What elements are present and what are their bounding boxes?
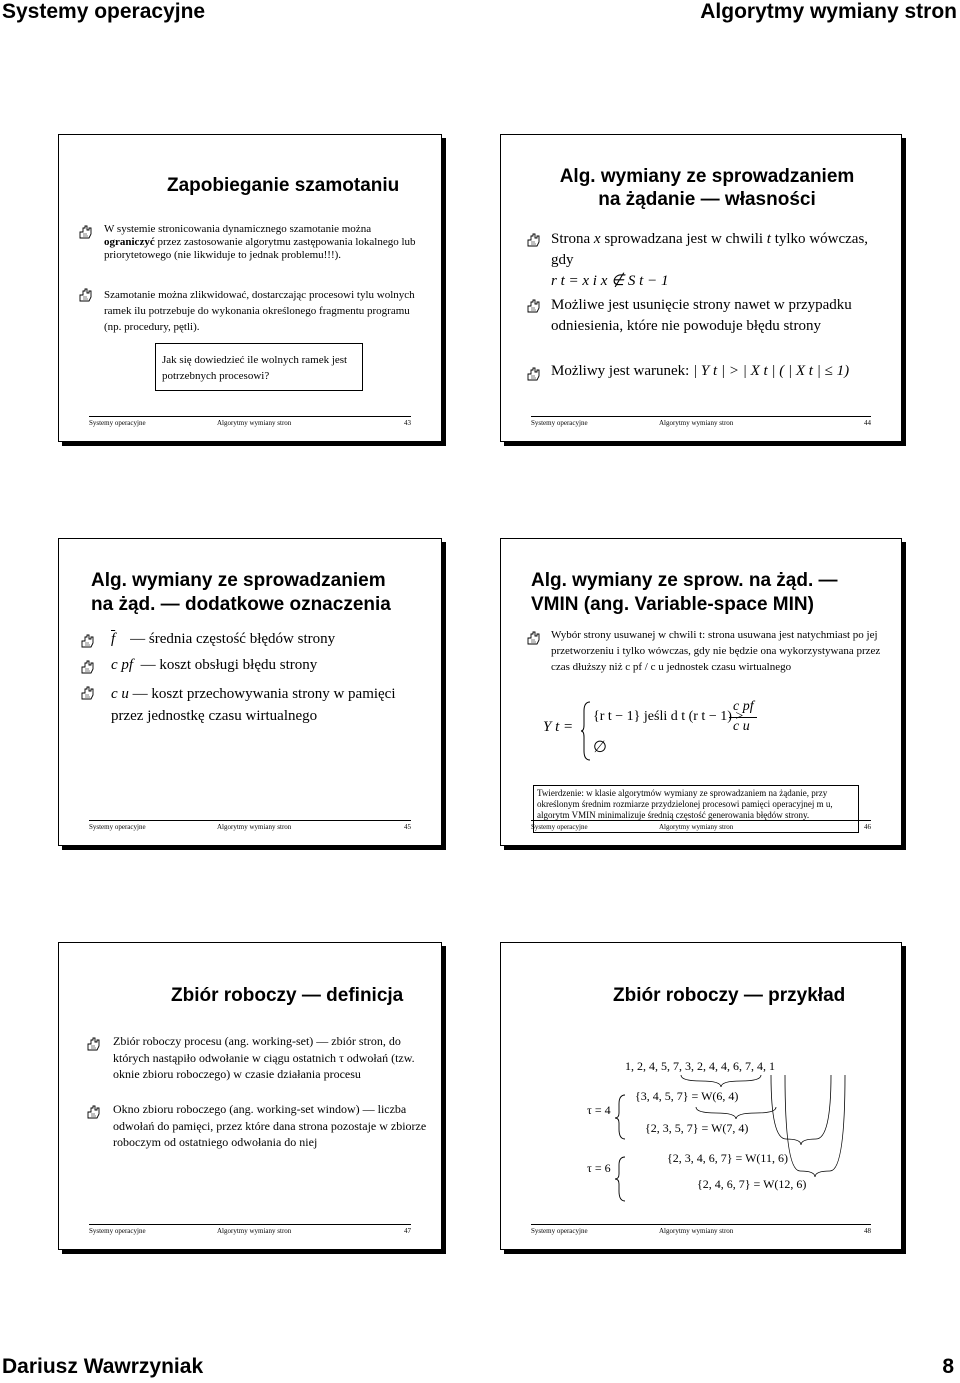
hand-bullet-icon <box>527 367 541 381</box>
working-set-1: {3, 4, 5, 7} = W(6, 4) <box>635 1089 739 1103</box>
slide-number: 48 <box>864 1227 871 1235</box>
slide-title: Zbiór roboczy — definicja <box>171 985 404 1006</box>
vmin-fraction-numerator: c pf <box>733 699 754 714</box>
working-set-4: {2, 4, 6, 7} = W(12, 6) <box>697 1177 807 1191</box>
hand-bullet-icon <box>527 233 541 247</box>
bullet-text: $\overline{f}$ — średnia częstość błędów strony <box>111 631 336 647</box>
slide-title: Zbiór roboczy — przykład <box>613 985 846 1006</box>
slide-footer-course: Systemy operacyjne <box>89 823 146 831</box>
slide-footer <box>89 823 411 833</box>
slide-48 <box>500 942 902 1250</box>
page-footer <box>0 1355 960 1383</box>
footer-author: Dariusz Wawrzyniak <box>2 1355 204 1378</box>
slide-footer <box>531 419 871 429</box>
slide-number: 47 <box>404 1227 411 1235</box>
slide-footer-rule <box>89 820 411 821</box>
slide-footer-course: Systemy operacyjne <box>531 419 588 427</box>
slide-footer <box>531 1227 871 1237</box>
hand-bullet-icon <box>79 225 93 239</box>
slide-footer-topic: Algorytmy wymiany stron <box>659 823 734 831</box>
question-box <box>155 343 363 391</box>
working-set-3: {2, 3, 4, 6, 7} = W(11, 6) <box>667 1151 788 1165</box>
slide-footer-rule <box>531 1224 871 1225</box>
slide-number: 46 <box>864 823 871 831</box>
slide-footer-rule <box>89 416 411 417</box>
tau-6-label: τ = 6 <box>587 1161 611 1175</box>
slide-footer-topic: Algorytmy wymiany stron <box>217 1227 292 1235</box>
slide-footer-course: Systemy operacyjne <box>89 1227 146 1235</box>
slide-number: 43 <box>404 419 411 427</box>
slide-title-line: na żądanie — własności <box>598 189 816 210</box>
slide-title <box>537 165 877 211</box>
hand-bullet-icon <box>81 686 95 700</box>
vmin-formula-lhs: Y t = <box>543 719 574 735</box>
bullet-text: c pf — koszt obsługi błędu strony <box>111 657 318 673</box>
bullet-text: Szamotanie można zlikwidować, dostarczając procesowi tylu wolnych ramek ilu potrzebuje do wykonania określonego fragmentu programu (np. procedury, pętli). <box>104 289 415 333</box>
tau-4-label: τ = 4 <box>587 1103 611 1117</box>
vmin-formula-case2: ∅ <box>593 739 607 756</box>
bullet-text: Wybór strony usuwanej w chwili t: strona usuwana jest natychmiast po jej przetworzeniu i tylko wówczas, gdy nie będzie ona wykorzystywana przez czas dłuższy niż c pf / c u jednostek czasu wirtualnego <box>551 629 881 673</box>
slide-footer-course: Systemy operacyjne <box>531 823 588 831</box>
bullet-text: Zbiór roboczy procesu (ang. working-set) — zbiór stron, do których nastąpiło odwołanie w ciągu ostatnich τ odwołań (tzw. oknie zbioru roboczego) w czasie działania procesu <box>113 1034 415 1081</box>
slide-title-line: Alg. wymiany ze sprowadzaniem <box>91 570 386 591</box>
slide-footer-course: Systemy operacyjne <box>531 1227 588 1235</box>
vmin-formula-case1: {r t − 1} jeśli d t (r t − 1) > <box>593 709 744 724</box>
reference-sequence: 1, 2, 4, 5, 7, 3, 2, 4, 4, 6, 7, 4, 1 <box>625 1059 775 1073</box>
slide-47 <box>58 942 442 1250</box>
slide-footer <box>89 419 411 429</box>
slide-footer-topic: Algorytmy wymiany stron <box>659 419 734 427</box>
slide-footer-course: Systemy operacyjne <box>89 419 146 427</box>
slide-footer-topic: Algorytmy wymiany stron <box>217 823 292 831</box>
hand-bullet-icon <box>81 660 95 674</box>
hand-bullet-icon <box>81 634 95 648</box>
hand-bullet-icon <box>527 631 541 645</box>
left-brace-icon <box>581 701 591 761</box>
slide-footer-rule <box>89 1224 411 1225</box>
slide-43 <box>58 134 442 442</box>
hand-bullet-icon <box>527 299 541 313</box>
slide-title-line: na żąd. — dodatkowe oznaczenia <box>91 594 391 615</box>
slide-title-line: VMIN (ang. Variable-space MIN) <box>531 594 814 615</box>
slide-46 <box>500 538 902 846</box>
theorem-text: Twierdzenie: w klasie algorytmów wymiany ze sprowadzaniem na żądanie, przy określonym średnim rozmiarze przydzielonej procesowi pamięci operacyjnej m u, algorytm VMIN minimalizuje średnią częstość generowania błędów strony. <box>537 788 833 820</box>
vmin-fraction-denominator: c u <box>733 719 750 734</box>
slide-title-line: Alg. wymiany ze sprow. na żąd. — <box>531 570 838 591</box>
slide-footer <box>531 823 871 833</box>
working-set-2: {2, 3, 5, 7} = W(7, 4) <box>645 1121 749 1135</box>
header-course: Systemy operacyjne <box>2 0 206 23</box>
slide-footer-rule <box>531 416 871 417</box>
page-header <box>0 0 960 24</box>
formula-condition: r t = x i x ∉ S t − 1 <box>551 273 669 289</box>
slide-title <box>531 569 891 617</box>
slide-title <box>91 569 431 617</box>
slide-title-line: Alg. wymiany ze sprowadzaniem <box>559 166 855 187</box>
slide-number: 45 <box>404 823 411 831</box>
bullet-text: Możliwe jest usunięcie strony nawet w przypadku odniesienia, które nie powoduje błędu strony <box>551 297 852 334</box>
slide-footer-rule <box>531 820 871 821</box>
hand-bullet-icon <box>87 1105 101 1119</box>
bullet-text: Strona x sprowadzana jest w chwili t tylko wówczas, gdy <box>551 231 869 268</box>
slide-title: Zapobieganie szamotaniu <box>167 175 400 196</box>
header-topic: Algorytmy wymiany stron <box>700 0 957 23</box>
vmin-fraction-bar <box>729 717 757 718</box>
bullet-text: Możliwy jest warunek: | Y t | > | X t | ( | X t | ≤ 1) <box>551 363 850 379</box>
slide-footer-topic: Algorytmy wymiany stron <box>659 1227 734 1235</box>
bullet-text: c u — koszt przechowywania strony w pamięci przez jednostkę czasu wirtualnego <box>111 686 396 724</box>
question-text: Jak się dowiedzieć ile wolnych ramek jest potrzebnych procesowi? <box>162 354 348 382</box>
slide-footer-topic: Algorytmy wymiany stron <box>217 419 292 427</box>
bullet-text: Okno zbioru roboczego (ang. working-set window) — liczba odwołań do pamięci, przez które dana strona pozostaje w zbiorze roboczym od ostatniego odwołania do niej <box>113 1102 427 1149</box>
slide-44 <box>500 134 902 442</box>
slide-45 <box>58 538 442 846</box>
bullet-text: W systemie stronicowania dynamicznego szamotanie można ograniczyć przez zastosowanie algorytmu zastępowania lokalnego lub priorytetowego (nie likwiduje to jednak problemu!!!). <box>104 223 416 261</box>
slide-footer <box>89 1227 411 1237</box>
hand-bullet-icon <box>87 1037 101 1051</box>
slide-number: 44 <box>864 419 871 427</box>
hand-bullet-icon <box>79 288 93 302</box>
footer-page-number: 8 <box>942 1355 954 1378</box>
